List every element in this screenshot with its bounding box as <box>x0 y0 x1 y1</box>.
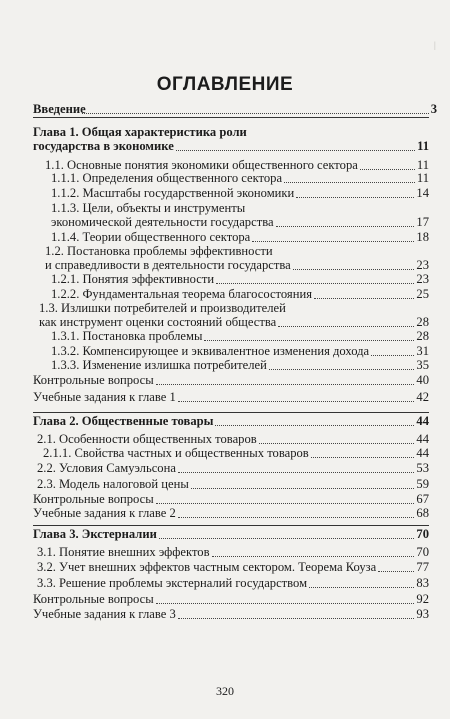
toc-entry[interactable] <box>33 477 429 491</box>
toc-leader-dots <box>159 538 415 539</box>
toc-leader-dots <box>371 355 414 356</box>
toc-entry[interactable] <box>33 171 429 185</box>
toc-entry[interactable] <box>33 446 429 460</box>
toc-leader-dots <box>156 603 415 604</box>
toc-entry-text: 2.1. Особенности общественных товаров <box>37 432 257 446</box>
toc-entry-text: 1.2.2. Фундаментальная теорема благосостояния <box>51 287 313 301</box>
toc-rule <box>33 117 429 118</box>
toc-entry-text: 2.3. Модель налоговой цены <box>37 477 189 491</box>
toc-entry[interactable] <box>33 344 429 358</box>
toc-entry[interactable] <box>33 125 429 153</box>
toc-leader-dots <box>176 150 415 151</box>
toc-leader-dots <box>293 269 415 270</box>
toc-leader-dots <box>178 517 415 518</box>
toc-page-number: 67 <box>416 492 429 506</box>
toc-page-number: 18 <box>416 230 429 244</box>
toc-leader-dots <box>314 298 414 299</box>
toc-page-number: 23 <box>416 272 429 286</box>
toc-leader-dots <box>259 443 415 444</box>
toc-entry[interactable] <box>33 373 429 387</box>
toc-leader-dots <box>178 401 415 402</box>
toc-page-number: 40 <box>416 373 429 387</box>
toc-entry-text: Глава 3. Экстерналии <box>33 527 157 541</box>
toc-entry-text: 3.3. Решение проблемы экстерналий государством <box>37 576 308 590</box>
toc-rule <box>33 412 429 413</box>
toc-entry-text: 1.2. Постановка проблемы эффективности <box>45 244 273 258</box>
toc-entry[interactable] <box>33 158 429 172</box>
toc-page-number: 70 <box>416 527 429 541</box>
toc-entry[interactable] <box>33 432 429 446</box>
toc-page-number: 14 <box>416 186 429 200</box>
toc-entry-text: 2.1.1. Свойства частных и общественных товаров <box>43 446 309 460</box>
toc-entry[interactable] <box>33 576 429 590</box>
page-number: 320 <box>216 684 234 698</box>
toc-entry-text: 1.2.1. Понятия эффективности <box>51 272 215 286</box>
toc-entry-text: государства в экономике <box>33 139 174 153</box>
toc-entry-text: Контрольные вопросы <box>33 592 154 606</box>
toc-entry-text: 1.3.2. Компенсирующее и эквивалентное изменения дохода <box>51 344 370 358</box>
toc-page-number: 3 <box>430 102 437 116</box>
toc-entry-text: 3.1. Понятие внешних эффектов <box>37 545 210 559</box>
toc-page-number: 11 <box>416 171 429 185</box>
toc-entry[interactable] <box>33 358 429 372</box>
toc-page-number: 83 <box>416 576 429 590</box>
toc-entry-text: 1.1. Основные понятия экономики общественного сектора <box>45 158 358 172</box>
toc-leader-dots <box>212 556 415 557</box>
toc-entry[interactable] <box>33 390 429 404</box>
toc-entry[interactable] <box>33 545 429 559</box>
toc-page-number: 42 <box>416 390 429 404</box>
toc-entry-text: и справедливости в деятельности государства <box>45 258 291 272</box>
toc-entry-text: Глава 2. Общественные товары <box>33 414 214 428</box>
toc-page-number: 35 <box>416 358 429 372</box>
toc-page-number: 11 <box>416 158 429 172</box>
toc-page-number: 28 <box>416 329 429 343</box>
toc-entry[interactable] <box>33 592 429 606</box>
toc-entry-text: 1.1.2. Масштабы государственной экономики <box>51 186 295 200</box>
toc-leader-dots <box>278 326 414 327</box>
toc-leader-dots <box>276 226 415 227</box>
toc-entry[interactable] <box>33 414 429 428</box>
toc-leader-dots <box>311 457 415 458</box>
toc-entry-text: 3.2. Учет внешних эффектов частным сектором. Теорема Коуза <box>37 560 377 574</box>
toc-leader-dots <box>156 384 415 385</box>
toc-entry[interactable] <box>33 230 429 244</box>
toc-leader-dots <box>378 571 414 572</box>
toc-entry-text: 1.1.1. Определения общественного сектора <box>51 171 283 185</box>
toc-entry-text: 2.2. Условия Самуэльсона <box>37 461 176 475</box>
toc-entry[interactable] <box>33 287 429 301</box>
toc-leader-dots <box>178 472 415 473</box>
toc-page-number: 23 <box>416 258 429 272</box>
toc-entry[interactable] <box>33 201 429 229</box>
toc-entry[interactable] <box>33 506 429 520</box>
toc-entry[interactable] <box>33 461 429 475</box>
toc-leader-dots <box>216 283 414 284</box>
toc-leader-dots <box>156 503 415 504</box>
toc-entry-text: Контрольные вопросы <box>33 373 154 387</box>
toc-page-number: 93 <box>416 607 429 621</box>
toc-entry-text: 1.1.4. Теории общественного сектора <box>51 230 251 244</box>
toc-leader-dots <box>252 241 414 242</box>
toc-leader-dots <box>269 369 415 370</box>
toc-entry-text: Учебные задания к главе 3 <box>33 607 176 621</box>
toc-entry[interactable] <box>33 560 429 574</box>
toc-page-number: 92 <box>416 592 429 606</box>
toc-page-number: 59 <box>416 477 429 491</box>
toc-leader-dots <box>284 182 415 183</box>
toc-leader-dots <box>82 113 429 114</box>
toc-page-number: 28 <box>416 315 429 329</box>
toc-entry-text: Учебные задания к главе 1 <box>33 390 176 404</box>
toc-entry[interactable] <box>33 244 429 272</box>
toc-leader-dots <box>215 425 414 426</box>
toc-leader-dots <box>191 488 415 489</box>
toc-entry-text: Введение <box>33 102 86 116</box>
toc-page-number: 44 <box>416 432 429 446</box>
toc-page-number: 53 <box>416 461 429 475</box>
toc-page-number: 68 <box>416 506 429 520</box>
toc-rule <box>33 525 429 526</box>
toc-entry-text: как инструмент оценки состояний общества <box>39 315 277 329</box>
toc-entry-text: 1.3. Излишки потребителей и производителей <box>39 301 286 315</box>
toc-entry-text: 1.3.1. Постановка проблемы <box>51 329 203 343</box>
toc-page-number: 17 <box>416 215 429 229</box>
toc-entry[interactable] <box>33 329 429 343</box>
toc-leader-dots <box>204 340 414 341</box>
toc-entry[interactable] <box>33 102 437 116</box>
toc-entry[interactable] <box>33 492 429 506</box>
toc-entry[interactable] <box>33 607 429 621</box>
toc-page-number: 77 <box>416 560 429 574</box>
toc-entry[interactable] <box>33 301 429 329</box>
toc-entry-text: 1.1.3. Цели, объекты и инструменты <box>51 201 246 215</box>
toc-entry[interactable] <box>33 272 429 286</box>
bleed-through-mark: | <box>434 40 436 50</box>
toc-page-number: 70 <box>416 545 429 559</box>
toc-leader-dots <box>178 618 415 619</box>
toc-leader-dots <box>309 587 414 588</box>
toc-page-number: 11 <box>417 139 429 153</box>
toc-page-number: 31 <box>416 344 429 358</box>
toc-leader-dots <box>360 169 415 170</box>
toc-entry[interactable] <box>33 527 429 541</box>
toc-entry-text: Учебные задания к главе 2 <box>33 506 176 520</box>
toc-page-number: 25 <box>416 287 429 301</box>
toc-leader-dots <box>296 197 414 198</box>
toc-page-number: 44 <box>416 446 429 460</box>
toc-entry-text: Глава 1. Общая характеристика роли <box>33 125 247 139</box>
toc-page-number: 44 <box>416 414 429 428</box>
toc-entry-text: 1.3.3. Изменение излишка потребителей <box>51 358 267 372</box>
toc-entry-text: экономической деятельности государства <box>51 215 274 229</box>
page-title: ОГЛАВЛЕНИЕ <box>156 74 294 95</box>
toc-entry-text: Контрольные вопросы <box>33 492 154 506</box>
toc-entry[interactable] <box>33 186 429 200</box>
